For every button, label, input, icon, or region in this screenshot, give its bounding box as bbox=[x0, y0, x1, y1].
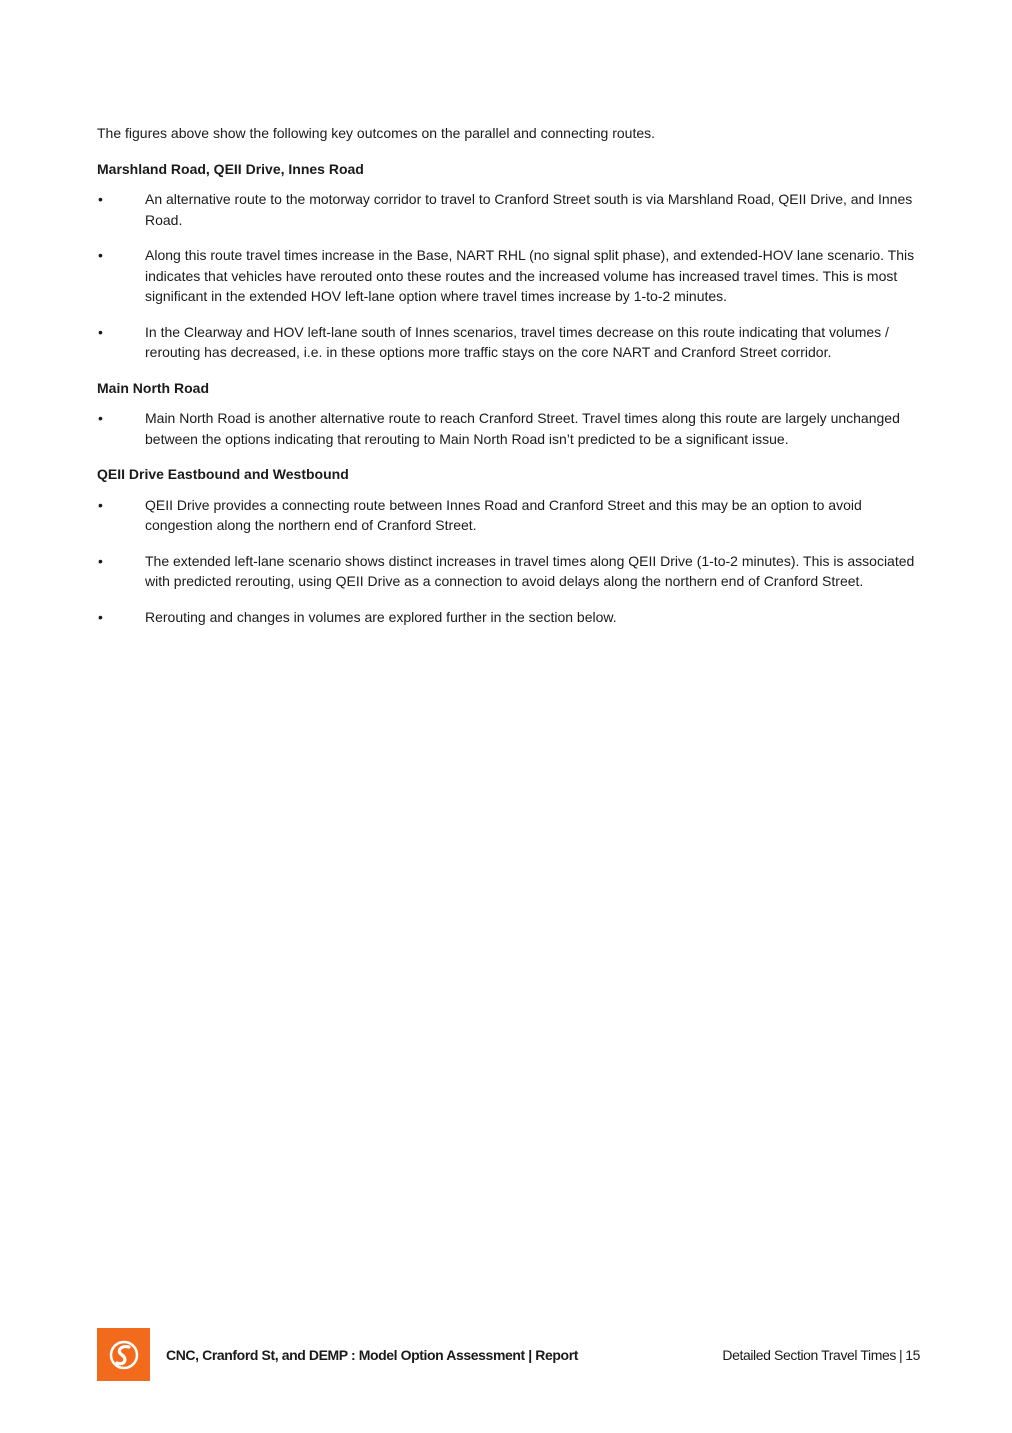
section-heading: QEII Drive Eastbound and Westbound bbox=[97, 466, 349, 482]
bullet-icon: • bbox=[98, 323, 103, 340]
bullet-list bbox=[97, 408, 917, 449]
page-body bbox=[97, 123, 917, 642]
list-item: • QEII Drive provides a connecting route between Innes Road and Cranford Street and this may be an option to avoid congestion along the northern end of Cranford Street. bbox=[98, 496, 862, 533]
footer-separator: | bbox=[898, 1347, 903, 1363]
list-item: • In the Clearway and HOV left-lane south of Innes scenarios, travel times decrease on this route indicating that volumes / rerouting has decreased, i.e. in these options more traffic stays on the core NART and Cranford Street corridor. bbox=[98, 323, 889, 360]
bullet-icon: • bbox=[98, 410, 103, 426]
list-item: • An alternative route to the motorway corridor to travel to Cranford Street south is via Marshland Road, QEII Drive, and Innes Road. bbox=[98, 191, 913, 228]
intro-paragraph: The figures above show the following key outcomes on the parallel and connecting routes. bbox=[97, 125, 656, 141]
list-item: • The extended left-lane scenario shows distinct increases in travel times along QEII Drive (1-to-2 minutes). This is associated with predicted rerouting, using QEII Drive as a connection to avoid delays along the northern end of Cranford Street. bbox=[98, 552, 915, 589]
bullet-icon: • bbox=[98, 496, 103, 513]
list-item: • Along this route travel times increase in the Base, NART RHL (no signal split phase), and extended-HOV lane scenario. This indicates that vehicles have rerouted onto these routes and the increased volume has increased travel times. This is most significant in the extended HOV left-lane option where travel times increase by 1-to-2 minutes. bbox=[98, 247, 915, 304]
page-number: 15 bbox=[905, 1347, 920, 1363]
bullet-icon: • bbox=[98, 191, 103, 207]
bullet-icon: • bbox=[98, 552, 103, 569]
section-heading: Main North Road bbox=[97, 379, 209, 396]
company-logo bbox=[97, 1328, 150, 1381]
bullet-list bbox=[97, 495, 917, 628]
section-heading: Marshland Road, QEII Drive, Innes Road bbox=[97, 160, 364, 177]
bullet-list bbox=[97, 189, 917, 363]
list-item: • Main North Road is another alternative route to reach Cranford Street. Travel times along this route are largely unchanged between the options indicating that rerouting to Main North Road isn’t predicted to be a significant issue. bbox=[98, 410, 900, 447]
bullet-icon: • bbox=[98, 608, 103, 625]
footer-section-name: Detailed Section Travel Times bbox=[722, 1347, 896, 1363]
list-item: • Rerouting and changes in volumes are explored further in the section below. bbox=[97, 607, 917, 628]
bullet-icon: • bbox=[98, 247, 103, 263]
footer-report-title: CNC, Cranford St, and DEMP : Model Option Assessment | Report bbox=[166, 1347, 578, 1363]
logo-swirl-icon bbox=[107, 1338, 141, 1372]
footer-page-info bbox=[722, 1347, 920, 1363]
